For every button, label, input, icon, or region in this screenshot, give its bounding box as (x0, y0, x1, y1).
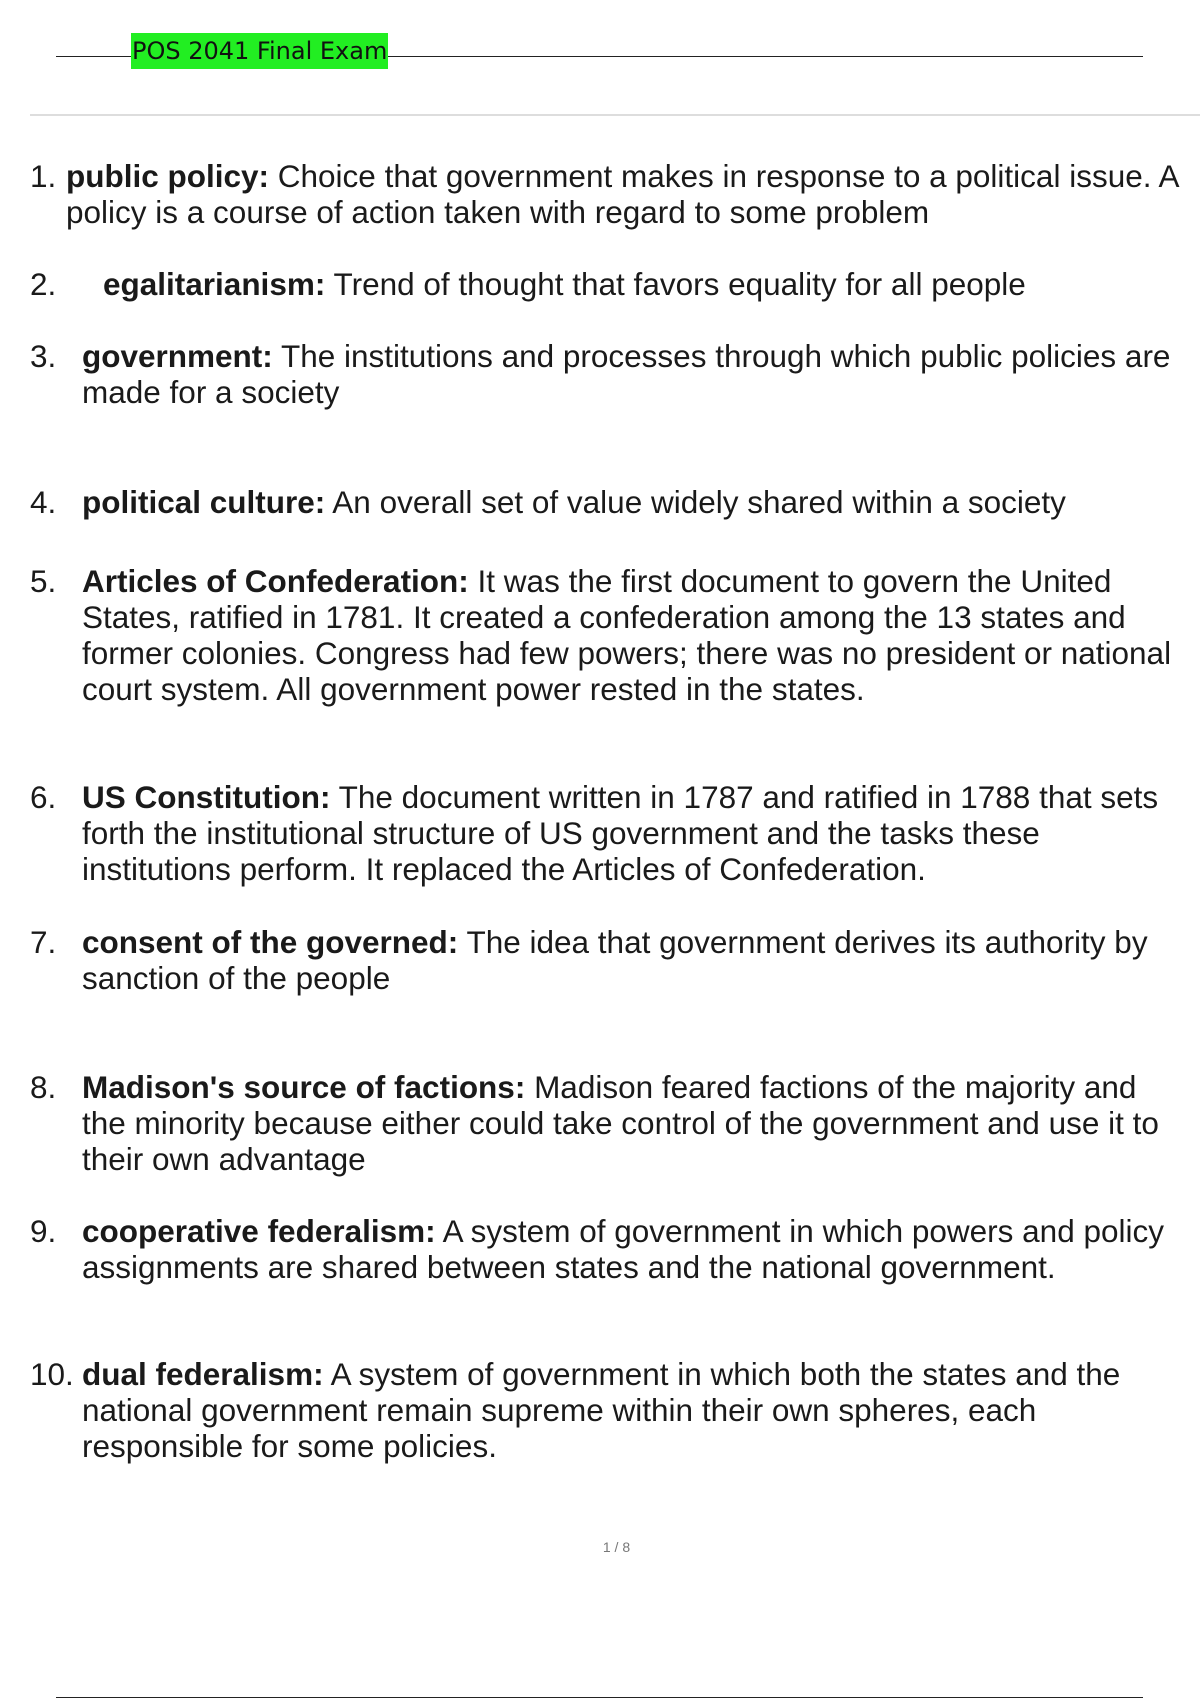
item-number: 5. (30, 563, 57, 599)
item-definition-line: A system of government in which both the states and the (323, 1356, 1121, 1392)
item-body (103, 266, 1200, 302)
item-definition-line: The idea that government derives its authority by (458, 924, 1148, 960)
item-definition-line: assignments are shared between states and the national government. (82, 1249, 1056, 1285)
item-number: 3. (30, 338, 57, 374)
item-definition-line: their own advantage (82, 1141, 366, 1177)
item-number: 9. (30, 1213, 57, 1249)
item-definition-line: national government remain supreme within their own spheres, each (82, 1392, 1037, 1428)
item-body (82, 1213, 1200, 1285)
item-definition-line: former colonies. Congress had few powers; there was no president or national (82, 635, 1172, 671)
item-definition-line: Choice that government makes in response to a political issue. A (269, 158, 1180, 194)
definition-item-1 (30, 158, 1200, 230)
item-body (82, 1069, 1200, 1177)
item-definition-line: policy is a course of action taken with regard to some problem (66, 194, 930, 230)
definition-item-10 (30, 1356, 1200, 1464)
definition-item-2 (30, 266, 1200, 302)
item-body (82, 563, 1200, 707)
item-definition-line: An overall set of value widely shared within a society (325, 484, 1066, 520)
item-definition-line: the minority because either could take control of the government and use it to (82, 1105, 1159, 1141)
item-number: 4. (30, 484, 57, 520)
item-term: US Constitution: (82, 779, 331, 815)
item-definition-line: responsible for some policies. (82, 1428, 497, 1464)
item-definition-line: made for a society (82, 374, 340, 410)
item-term: consent of the governed: (82, 924, 459, 960)
item-definition-line: Trend of thought that favors equality for all people (325, 266, 1026, 302)
item-definition-line: The institutions and processes through which public policies are (272, 338, 1171, 374)
item-number: 1. (30, 158, 57, 194)
item-definition-line: institutions perform. It replaced the Articles of Confederation. (82, 851, 926, 887)
item-body (82, 779, 1200, 887)
item-term: cooperative federalism: (82, 1213, 436, 1249)
header-separator (30, 114, 1200, 116)
footer-rule (56, 1697, 1143, 1698)
item-body (82, 338, 1200, 410)
item-number: 10. (30, 1356, 74, 1392)
item-definition-line: A system of government in which powers and policy (435, 1213, 1165, 1249)
item-body (82, 924, 1200, 996)
item-body (82, 484, 1200, 520)
item-number: 7. (30, 924, 57, 960)
definition-item-8 (30, 1069, 1200, 1177)
item-body (82, 1356, 1200, 1464)
item-term: Articles of Confederation: (82, 563, 469, 599)
document-title: POS 2041 Final Exam (131, 33, 388, 69)
item-definition-line: Madison feared factions of the majority and (525, 1069, 1137, 1105)
item-term: Madison's source of factions: (82, 1069, 526, 1105)
item-term: egalitarianism: (103, 266, 326, 302)
item-term: political culture: (82, 484, 326, 520)
item-body (66, 158, 1200, 230)
item-definition-line: States, ratified in 1781. It created a confederation among the 13 states and (82, 599, 1126, 635)
item-definition-line: court system. All government power rested in the states. (82, 671, 865, 707)
definition-item-4 (30, 484, 1200, 520)
item-definition-line: The document written in 1787 and ratified in 1788 that sets (330, 779, 1159, 815)
item-term: public policy: (66, 158, 270, 194)
item-term: government: (82, 338, 273, 374)
definition-item-6 (30, 779, 1200, 887)
item-number: 2. (30, 266, 57, 302)
item-definition-line: forth the institutional structure of US government and the tasks these (82, 815, 1040, 851)
item-definition-line: sanction of the people (82, 960, 391, 996)
item-definition-line: It was the first document to govern the United (468, 563, 1112, 599)
definition-item-9 (30, 1213, 1200, 1285)
page-header (56, 30, 1143, 70)
definition-item-5 (30, 563, 1200, 707)
page-number: 1 / 8 (602, 1539, 631, 1555)
definition-item-7 (30, 924, 1200, 996)
item-number: 8. (30, 1069, 57, 1105)
definition-item-3 (30, 338, 1200, 410)
item-number: 6. (30, 779, 57, 815)
item-term: dual federalism: (82, 1356, 324, 1392)
